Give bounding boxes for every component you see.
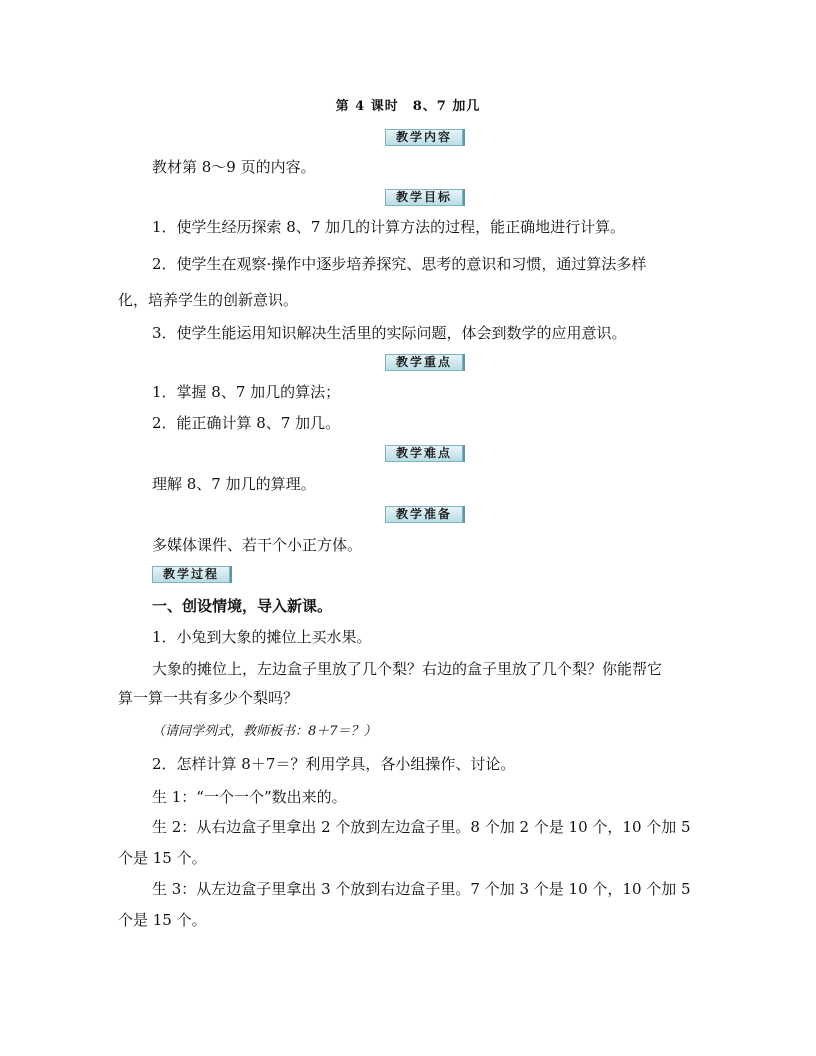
section-badge-preparation: 教学准备 [385, 506, 463, 523]
section-badge-difficulties: 教学难点 [385, 445, 463, 462]
teacher-note: （请同学列式，教师板书：8＋7＝？） [152, 724, 377, 739]
preparation-text: 多媒体课件、若干个小正方体。 [152, 536, 363, 554]
content-text: 教材第 8～9 页的内容。 [152, 158, 316, 176]
student-answer-3-line-1: 生 3：从左边盒子里拿出 3 个放到右边盒子里。7 个加 3 个是 10 个，10 个加 5 [152, 880, 691, 898]
difficulty-text: 理解 8、7 加几的算理。 [152, 475, 316, 493]
goal-item-2-line-2: 化，培养学生的创新意识。 [118, 291, 299, 309]
process-line-3: 2．怎样计算 8＋7＝？利用学具，各小组操作、讨论。 [152, 755, 516, 773]
process-step-1-heading: 一、创设情境，导入新课。 [152, 597, 333, 615]
key-point-1: 1．掌握 8、7 加几的算法； [152, 383, 341, 401]
student-answer-1: 生 1：“一个一个”数出来的。 [152, 788, 347, 806]
process-line-1: 1．小兔到大象的摊位上买水果。 [152, 628, 372, 646]
lesson-title: 第 4 课时 8、7 加几 [335, 99, 481, 114]
student-answer-3-line-2: 个是 15 个。 [118, 911, 207, 929]
student-answer-2-line-1: 生 2：从右边盒子里拿出 2 个放到左边盒子里。8 个加 2 个是 10 个，10 个加 5 [152, 818, 691, 836]
key-point-2: 2．能正确计算 8、7 加几。 [152, 414, 341, 432]
student-answer-2-line-2: 个是 15 个。 [118, 849, 207, 867]
section-badge-content: 教学内容 [385, 129, 463, 146]
process-line-2b: 算一算一共有多少个梨吗？ [118, 689, 299, 707]
process-line-2a: 大象的摊位上，左边盒子里放了几个梨？右边的盒子里放了几个梨？你能帮它 [152, 660, 663, 678]
section-badge-key-points: 教学重点 [385, 354, 463, 371]
section-badge-process: 教学过程 [152, 566, 230, 583]
section-badge-goals: 教学目标 [385, 189, 463, 206]
goal-item-3: 3．使学生能运用知识解决生活里的实际问题，体会到数学的应用意识。 [152, 324, 627, 342]
goal-item-1: 1．使学生经历探索 8、7 加几的计算方法的过程，能正确地进行计算。 [152, 218, 626, 236]
goal-item-2-line-1: 2．使学生在观察·操作中逐步培养探究、思考的意识和习惯，通过算法多样 [152, 255, 647, 273]
